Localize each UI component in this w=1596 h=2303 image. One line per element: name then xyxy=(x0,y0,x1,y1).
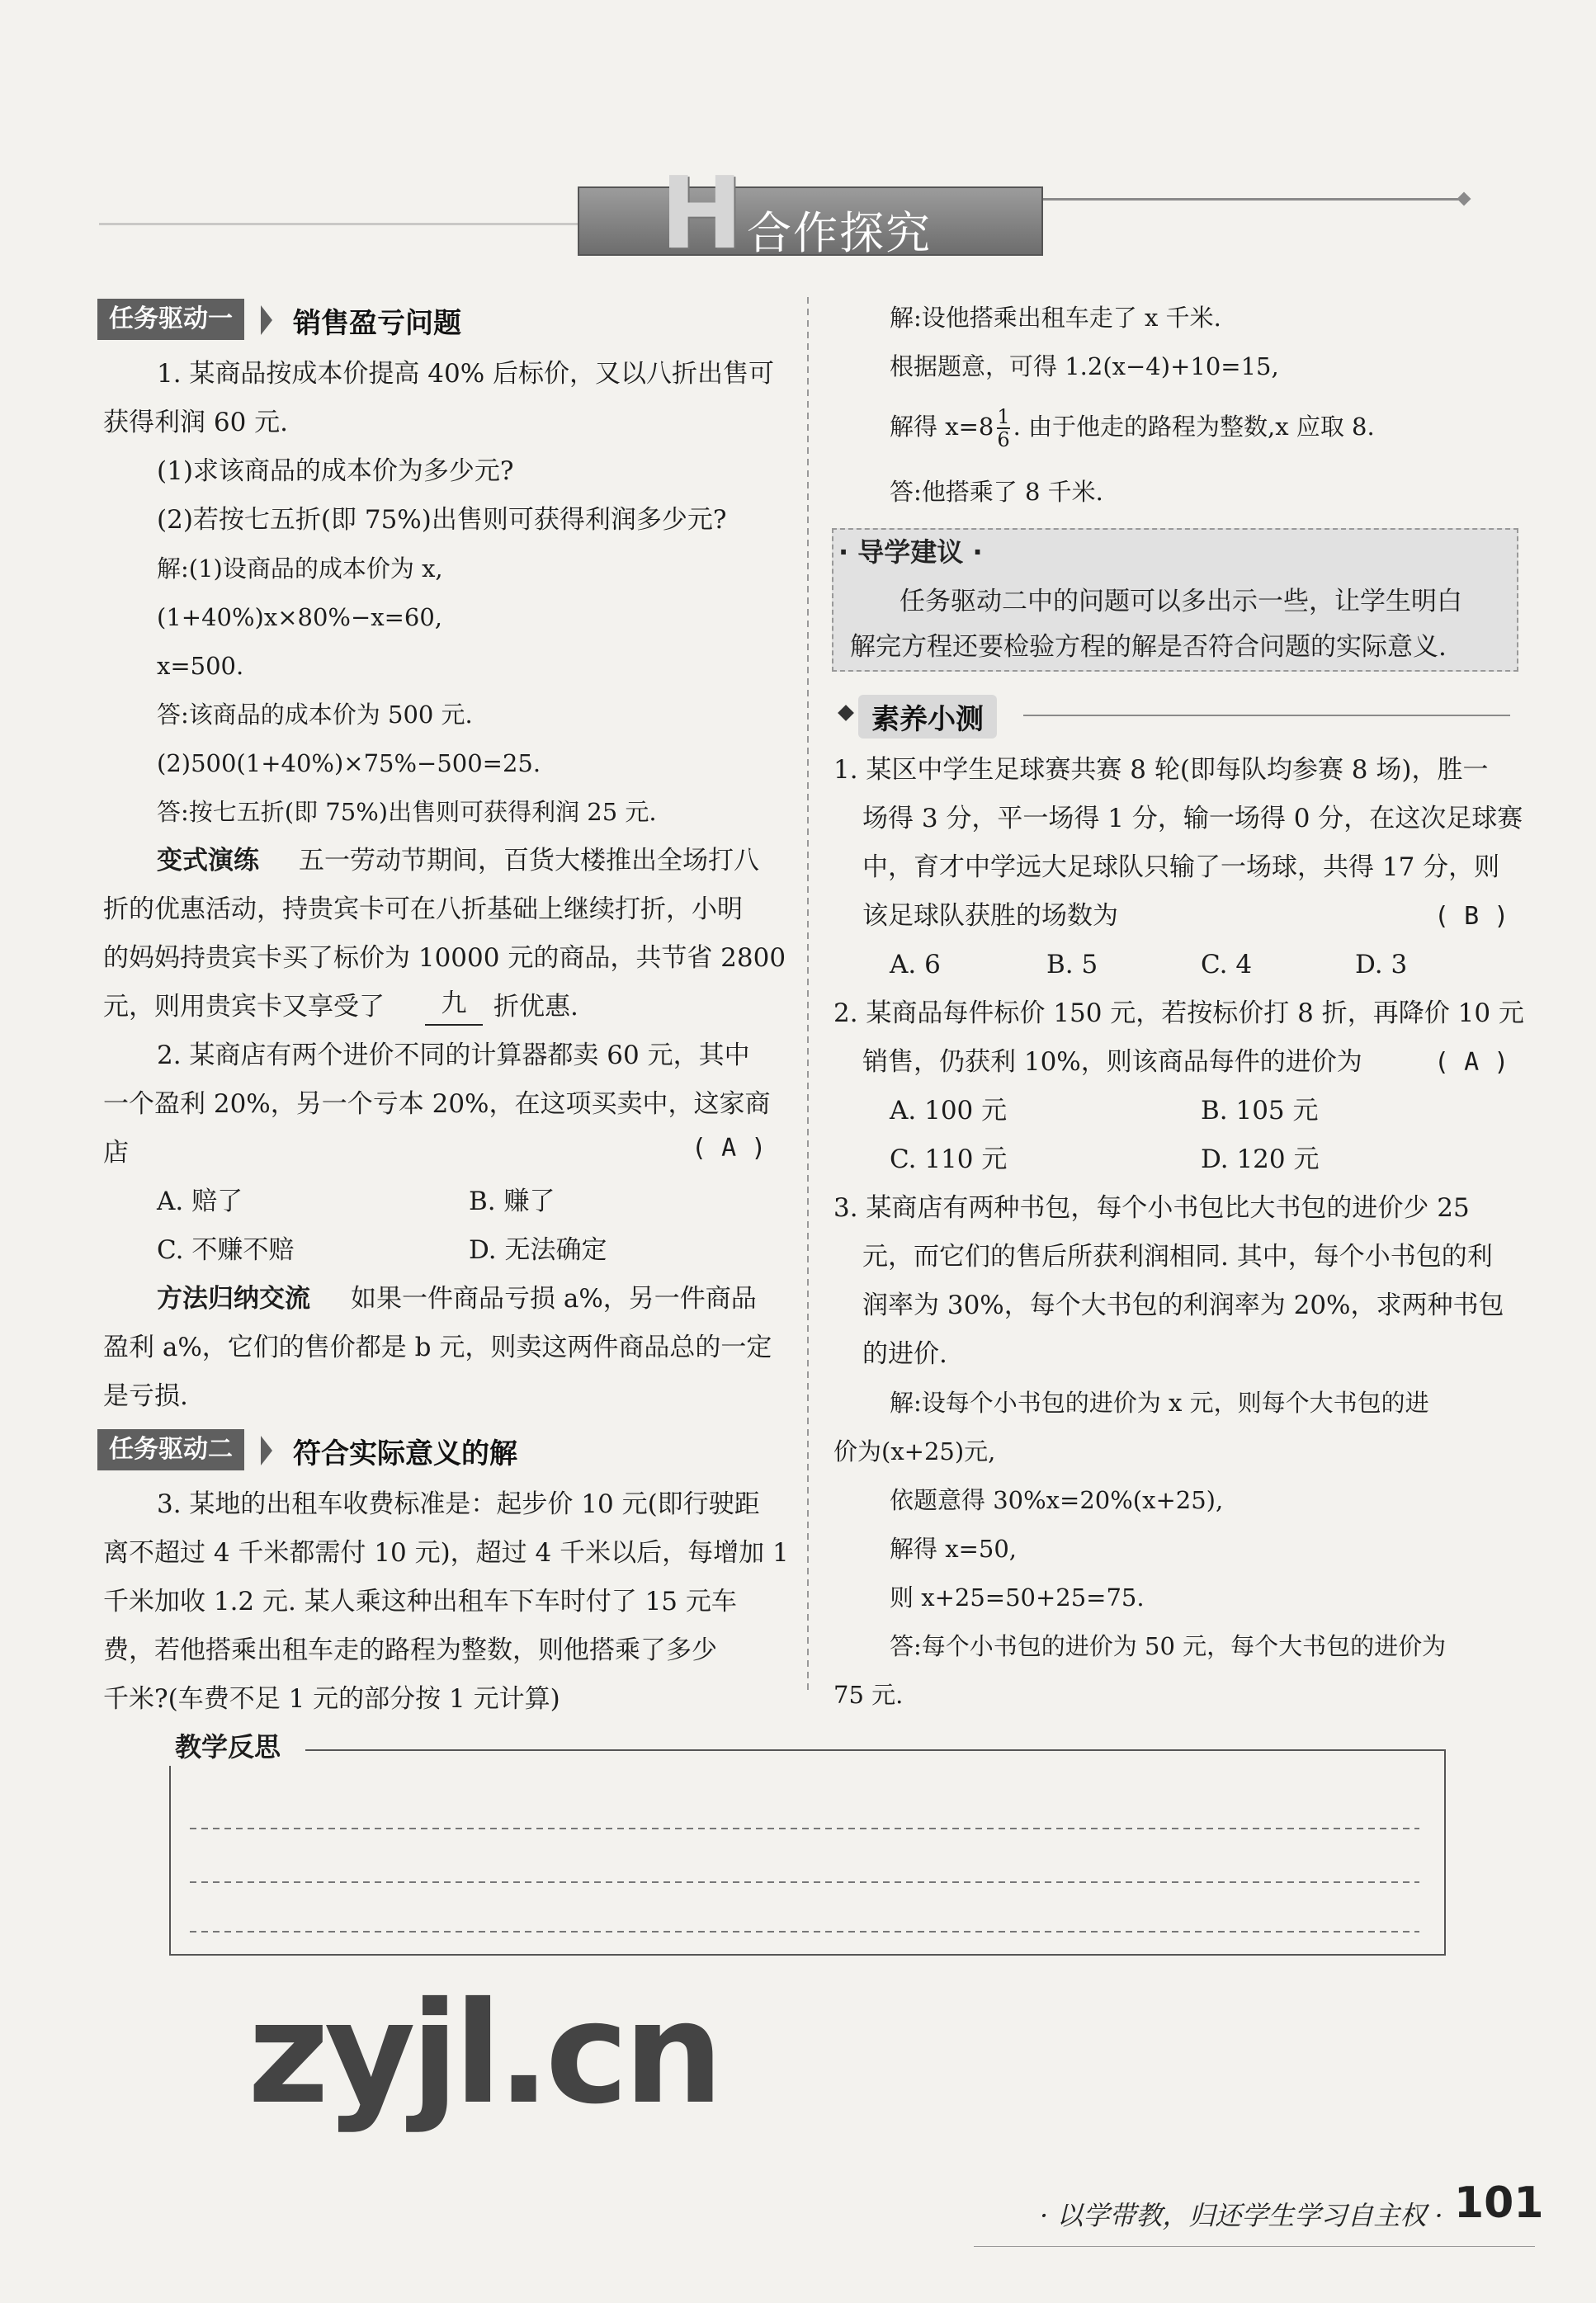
fraction xyxy=(997,406,1009,451)
method-label: 方法归纳交流 xyxy=(157,1284,310,1314)
header-rule-right xyxy=(1040,198,1461,201)
method-line3: 是亏损. xyxy=(103,1381,188,1411)
reflection-bottom-rule xyxy=(169,1954,1446,1956)
q2-answer: ( A ) xyxy=(692,1134,767,1163)
variant-label: 变式演练 xyxy=(157,846,259,875)
variant-line4-end: 折优惠. xyxy=(493,992,578,1022)
quiz-q2-option-c: C. 110 元 xyxy=(890,1144,1008,1174)
quiz-q1-line1: 1. 某区中学生足球赛共赛 8 轮(即每队均参赛 8 场)，胜一 xyxy=(833,755,1489,785)
quiz-q3-solution-line6: 答:每个小书包的进价为 50 元，每个大书包的进价为 xyxy=(890,1632,1447,1660)
q2-line1: 2. 某商店有两个进价不同的计算器都卖 60 元，其中 xyxy=(157,1041,750,1070)
variant-line2: 折的优惠活动，持贵宾卡可在八折基础上继续打折，小明 xyxy=(103,894,743,924)
q2-option-c: C. 不赚不赔 xyxy=(157,1235,295,1265)
q2-option-d: D. 无法确定 xyxy=(469,1235,607,1265)
quiz-q3-solution-line7: 75 元. xyxy=(833,1681,904,1709)
q3-line3: 千米加收 1.2 元. 某人乘这种出租车下车时付了 15 元车 xyxy=(103,1587,737,1616)
quiz-diamond-icon xyxy=(838,705,854,721)
q3-line4: 费，若他搭乘出租车走的路程为整数，则他搭乘了多少 xyxy=(103,1635,717,1665)
taxi-solution-line3-start: 解得 x=8 xyxy=(890,413,994,441)
q1-line2: 获得利润 60 元. xyxy=(103,408,289,437)
q3-line1: 3. 某地的出租车收费标准是：起步价 10 元(即行驶距 xyxy=(157,1489,760,1519)
quiz-q3-solution-line3: 依题意得 30%x=20%(x+25), xyxy=(890,1486,1224,1514)
q1-solution-line3: x=500. xyxy=(157,652,244,680)
quiz-q3-line4: 的进价. xyxy=(862,1339,947,1369)
teaching-guide-line2: 解完方程还要检验方程的解是否符合问题的实际意义. xyxy=(850,632,1447,662)
q1-sub2: (2)若按七五折(即 75%)出售则可获得利润多少元? xyxy=(157,505,727,535)
quiz-q2-line1: 2. 某商品每件标价 150 元，若按标价打 8 折，再降价 10 元 xyxy=(833,998,1524,1028)
quiz-q1-option-a: A. 6 xyxy=(890,950,941,979)
q1-solution-line1: 解:(1)设商品的成本价为 x, xyxy=(157,555,443,583)
quiz-q3-solution-line5: 则 x+25=50+25=75. xyxy=(890,1583,1145,1612)
task-title-2: 符合实际意义的解 xyxy=(293,1437,517,1470)
teaching-guide-label: · 导学建议 · xyxy=(838,536,983,568)
quiz-q2-option-b: B. 105 元 xyxy=(1201,1096,1319,1126)
variant-line3: 的妈妈持贵宾卡买了标价为 10000 元的商品，共节省 2800 xyxy=(103,943,786,973)
quiz-q1-answer: ( B ) xyxy=(1434,902,1509,931)
q3-line2: 离不超过 4 千米都需付 10 元)，超过 4 千米以后，每增加 1 xyxy=(103,1538,789,1568)
reflection-line-2 xyxy=(190,1881,1419,1883)
fraction-numerator: 1 xyxy=(997,405,1010,428)
quiz-q1-line4: 该足球队获胜的场数为 xyxy=(862,901,1118,931)
section-title: 合作探究 xyxy=(747,207,932,259)
task-tag-2: 任务驱动二 xyxy=(97,1429,244,1470)
task-title-1: 销售盈亏问题 xyxy=(293,307,461,340)
task-tag-1: 任务驱动一 xyxy=(97,299,244,340)
taxi-solution-line3 xyxy=(890,403,1375,451)
quiz-q3-solution-line1: 解:设每个小书包的进价为 x 元，则每个大书包的进 xyxy=(890,1389,1429,1417)
quiz-q1-option-d: D. 3 xyxy=(1355,950,1408,979)
method-line2: 盈利 a%，它们的售价都是 b 元，则卖这两件商品总的一定 xyxy=(103,1333,772,1362)
header-rule-end-dot xyxy=(1457,192,1471,206)
tag-arrow-icon xyxy=(261,305,272,335)
taxi-solution-answer: 答:他搭乘了 8 千米. xyxy=(890,478,1103,506)
quiz-q1-option-b: B. 5 xyxy=(1046,950,1098,979)
variant-line4: 元，则用贵宾卡又享受了 xyxy=(103,992,385,1022)
reflection-left-border xyxy=(169,1766,171,1956)
quiz-q2-option-a: A. 100 元 xyxy=(890,1096,1008,1126)
variant-line1: 五一劳动节期间，百货大楼推出全场打八 xyxy=(299,846,759,875)
quiz-label: 素养小测 xyxy=(858,695,997,739)
quiz-q2-line2: 销售，仍获利 10%，则该商品每件的进价为 xyxy=(862,1047,1362,1077)
banner-letter: H xyxy=(660,157,744,271)
taxi-solution-line2: 根据题意，可得 1.2(x−4)+10=15, xyxy=(890,352,1279,380)
taxi-solution-line1: 解:设他搭乘出租车走了 x 千米. xyxy=(890,304,1221,332)
quiz-q3-line2: 元，而它们的售后所获利润相同. 其中，每个小书包的利 xyxy=(862,1242,1493,1272)
quiz-q3-solution-line4: 解得 x=50, xyxy=(890,1535,1017,1563)
q1-solution-line6: 答:按七五折(即 75%)出售则可获得利润 25 元. xyxy=(157,798,657,826)
quiz-q3-line1: 3. 某商店有两种书包，每个小书包比大书包的进价少 25 xyxy=(833,1193,1470,1223)
header-rule-left xyxy=(99,223,578,225)
variant-blank-answer: 九 xyxy=(425,983,483,1026)
footer-rule xyxy=(974,2246,1535,2247)
q2-option-b: B. 赚了 xyxy=(469,1187,555,1216)
quiz-q3-line3: 润率为 30%，每个大书包的利润率为 20%，求两种书包 xyxy=(862,1291,1504,1320)
teaching-guide-line1: 任务驱动二中的问题可以多出示一些，让学生明白 xyxy=(900,587,1462,616)
taxi-solution-line3-end: . 由于他走的路程为整数,x 应取 8. xyxy=(1013,413,1375,441)
quiz-rule xyxy=(1023,715,1510,716)
q1-solution-line5: (2)500(1+40%)×75%−500=25. xyxy=(157,749,541,777)
reflection-right-border xyxy=(1444,1749,1446,1956)
quiz-q1-line3: 中，育才中学远大足球队只输了一场球，共得 17 分，则 xyxy=(862,852,1500,882)
column-separator xyxy=(807,297,809,1692)
reflection-line-1 xyxy=(190,1828,1419,1829)
quiz-q3-solution-line2: 价为(x+25)元, xyxy=(833,1437,996,1465)
q2-line3: 店 xyxy=(103,1138,129,1168)
reflection-top-rule xyxy=(305,1749,1444,1751)
q1-sub1: (1)求该商品的成本价为多少元? xyxy=(157,456,514,486)
q1-solution-line4: 答:该商品的成本价为 500 元. xyxy=(157,701,473,729)
fraction-denominator: 6 xyxy=(997,428,1010,451)
q1-line1: 1. 某商品按成本价提高 40% 后标价，又以八折出售可 xyxy=(157,359,775,389)
quiz-q2-answer: ( A ) xyxy=(1434,1048,1509,1077)
reflection-line-3 xyxy=(190,1931,1419,1933)
page-number: 101 xyxy=(1454,2178,1544,2228)
q3-line5: 千米?(车费不足 1 元的部分按 1 元计算) xyxy=(103,1684,560,1714)
watermark-text: zyjl.cn xyxy=(248,1972,719,2135)
reflection-label: 教学反思 xyxy=(175,1731,281,1763)
footer-slogan: · 以学带教，归还学生学习自主权 · xyxy=(1040,2200,1443,2231)
q2-option-a: A. 赔了 xyxy=(157,1187,243,1216)
tag-arrow-icon xyxy=(261,1436,272,1465)
q2-line2: 一个盈利 20%，另一个亏本 20%，在这项买卖中，这家商 xyxy=(103,1089,771,1119)
quiz-q1-line2: 场得 3 分，平一场得 1 分，输一场得 0 分，在这次足球赛 xyxy=(862,804,1523,833)
quiz-q2-option-d: D. 120 元 xyxy=(1201,1144,1320,1174)
method-line1: 如果一件商品亏损 a%，另一件商品 xyxy=(351,1284,757,1314)
q1-solution-line2: (1+40%)x×80%−x=60, xyxy=(157,603,443,631)
quiz-q1-option-c: C. 4 xyxy=(1201,950,1253,979)
